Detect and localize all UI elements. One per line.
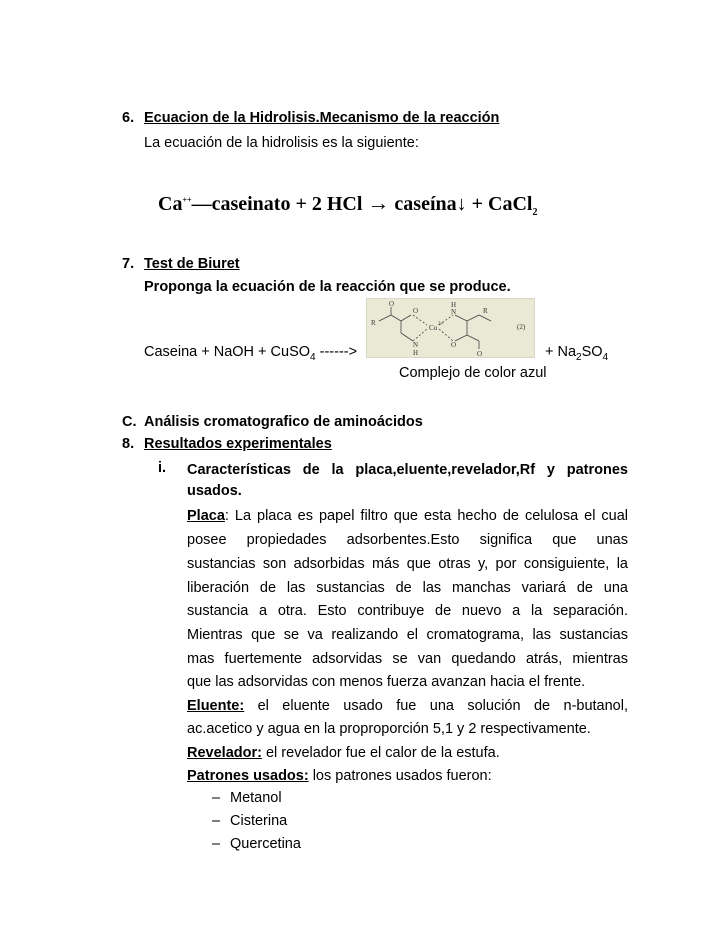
placa-text-1: : La placa es papel filtro que esta hecho de celulosa el cual: [224, 508, 628, 524]
complex-n2: N: [451, 308, 457, 316]
patrones-label: Patrones usados:: [187, 768, 309, 784]
patron-item-2: Cisterina: [230, 813, 288, 829]
section-7-title: Test de Biuret: [144, 256, 240, 272]
eluente-line-1: [187, 695, 628, 717]
section-c-title: Análisis cromatografico de aminoácidos: [144, 414, 423, 430]
section-c-letter: C.: [122, 414, 137, 430]
subsection-i-number: i.: [158, 460, 167, 476]
biuret-complex-image: [366, 298, 535, 358]
eq-reactant: Ca: [158, 193, 183, 215]
biuret-equation-left: [144, 344, 357, 363]
eluente-label: Eluente:: [187, 698, 245, 714]
biuret-product-so: SO: [581, 344, 603, 360]
section-6-number: 6.: [122, 110, 135, 126]
biuret-product-na: + Na: [545, 344, 577, 360]
biuret-equation-right: [545, 344, 608, 363]
section-6-intro: La ecuación de la hidrolisis es la siguiente:: [144, 135, 419, 151]
complex-h1: H: [413, 349, 419, 357]
complex-r1: R: [371, 319, 376, 327]
patron-item-3: Quercetina: [230, 836, 301, 852]
eq-charge: ++: [182, 195, 192, 205]
complex-r2: R: [483, 307, 488, 315]
placa-line-6: Mientras que se va realizando el cromatograma, las sustancias: [187, 627, 628, 643]
placa-line-4: liberación de las sustancias de las manchas variará de una: [187, 580, 628, 596]
complex-caption: Complejo de color azul: [399, 365, 547, 381]
revelador-label: Revelador:: [187, 745, 262, 761]
eq-arrow: →: [367, 190, 390, 215]
revelador-text: el revelador fue el calor de la estufa.: [261, 745, 500, 761]
placa-label: Placa: [187, 508, 225, 524]
bullet-1: –: [212, 790, 221, 806]
eluente-line-2: ac.acetico y agua en la proproporción 5,1 y 2 respectivamente.: [187, 721, 591, 737]
placa-line-8: que las adsorvidas con menos fuerza avanzan hacia el frente.: [187, 674, 586, 690]
complex-tag: (2): [517, 323, 526, 331]
biuret-reactants-sub: 4: [310, 351, 316, 363]
section-7-prompt: Proponga la ecuación de la reacción que se produce.: [144, 279, 511, 295]
patron-item-1: Metanol: [230, 790, 282, 806]
eq-product-sub: 2: [532, 207, 538, 218]
complex-cu-charge: 2+: [438, 322, 444, 327]
section-8-number: 8.: [122, 436, 135, 452]
complex-h2: H: [451, 301, 457, 309]
patrones-text: los patrones usados fueron:: [308, 768, 492, 784]
biuret-arrow: ------>: [319, 344, 358, 360]
placa-line-1: [187, 505, 628, 527]
complex-o1: O: [413, 307, 419, 315]
complex-n1: N: [413, 341, 419, 349]
complex-o3: O: [451, 341, 457, 349]
patrones-line: [187, 765, 492, 787]
eq-product: caseína↓ + CaCl: [394, 193, 533, 215]
placa-line-7: mas fuertemente adsorvidas se van quedando atrás, mientras: [187, 651, 628, 667]
placa-line-2: posee propiedades adsorbentes.Esto significa que unas: [187, 532, 628, 548]
bullet-2: –: [212, 813, 221, 829]
eq-rest: —caseinato + 2 HCl: [191, 193, 363, 215]
placa-line-5: sustancia a otra. Esto contribuye de nuevo a la separación.: [187, 603, 628, 619]
biuret-product-sub2: 4: [602, 351, 609, 363]
revelador-line: [187, 742, 500, 764]
bullet-3: –: [212, 836, 221, 852]
complex-o4: O: [477, 350, 483, 357]
biuret-product-sub1: 2: [576, 351, 582, 363]
eluente-text-1: el eluente usado fue una solución de n-butanol,: [244, 698, 628, 714]
complex-o2: O: [389, 300, 395, 308]
subsection-i-title-line2: usados.: [187, 483, 242, 499]
placa-line-3: sustancias son adsorbidas más que otras y, por consiguiente, la: [187, 556, 628, 572]
section-7-number: 7.: [122, 256, 135, 272]
biuret-reactants: Caseina + NaOH + CuSO: [144, 344, 311, 360]
section-8-title: Resultados experimentales: [144, 436, 332, 452]
hydrolysis-equation: [158, 190, 537, 218]
section-6-title: Ecuacion de la Hidrolisis.Mecanismo de la reacción: [144, 110, 500, 126]
subsection-i-title-line1: Características de la placa,eluente,revelador,Rf y patrones: [187, 462, 628, 478]
complex-cu: Cu: [429, 324, 438, 332]
